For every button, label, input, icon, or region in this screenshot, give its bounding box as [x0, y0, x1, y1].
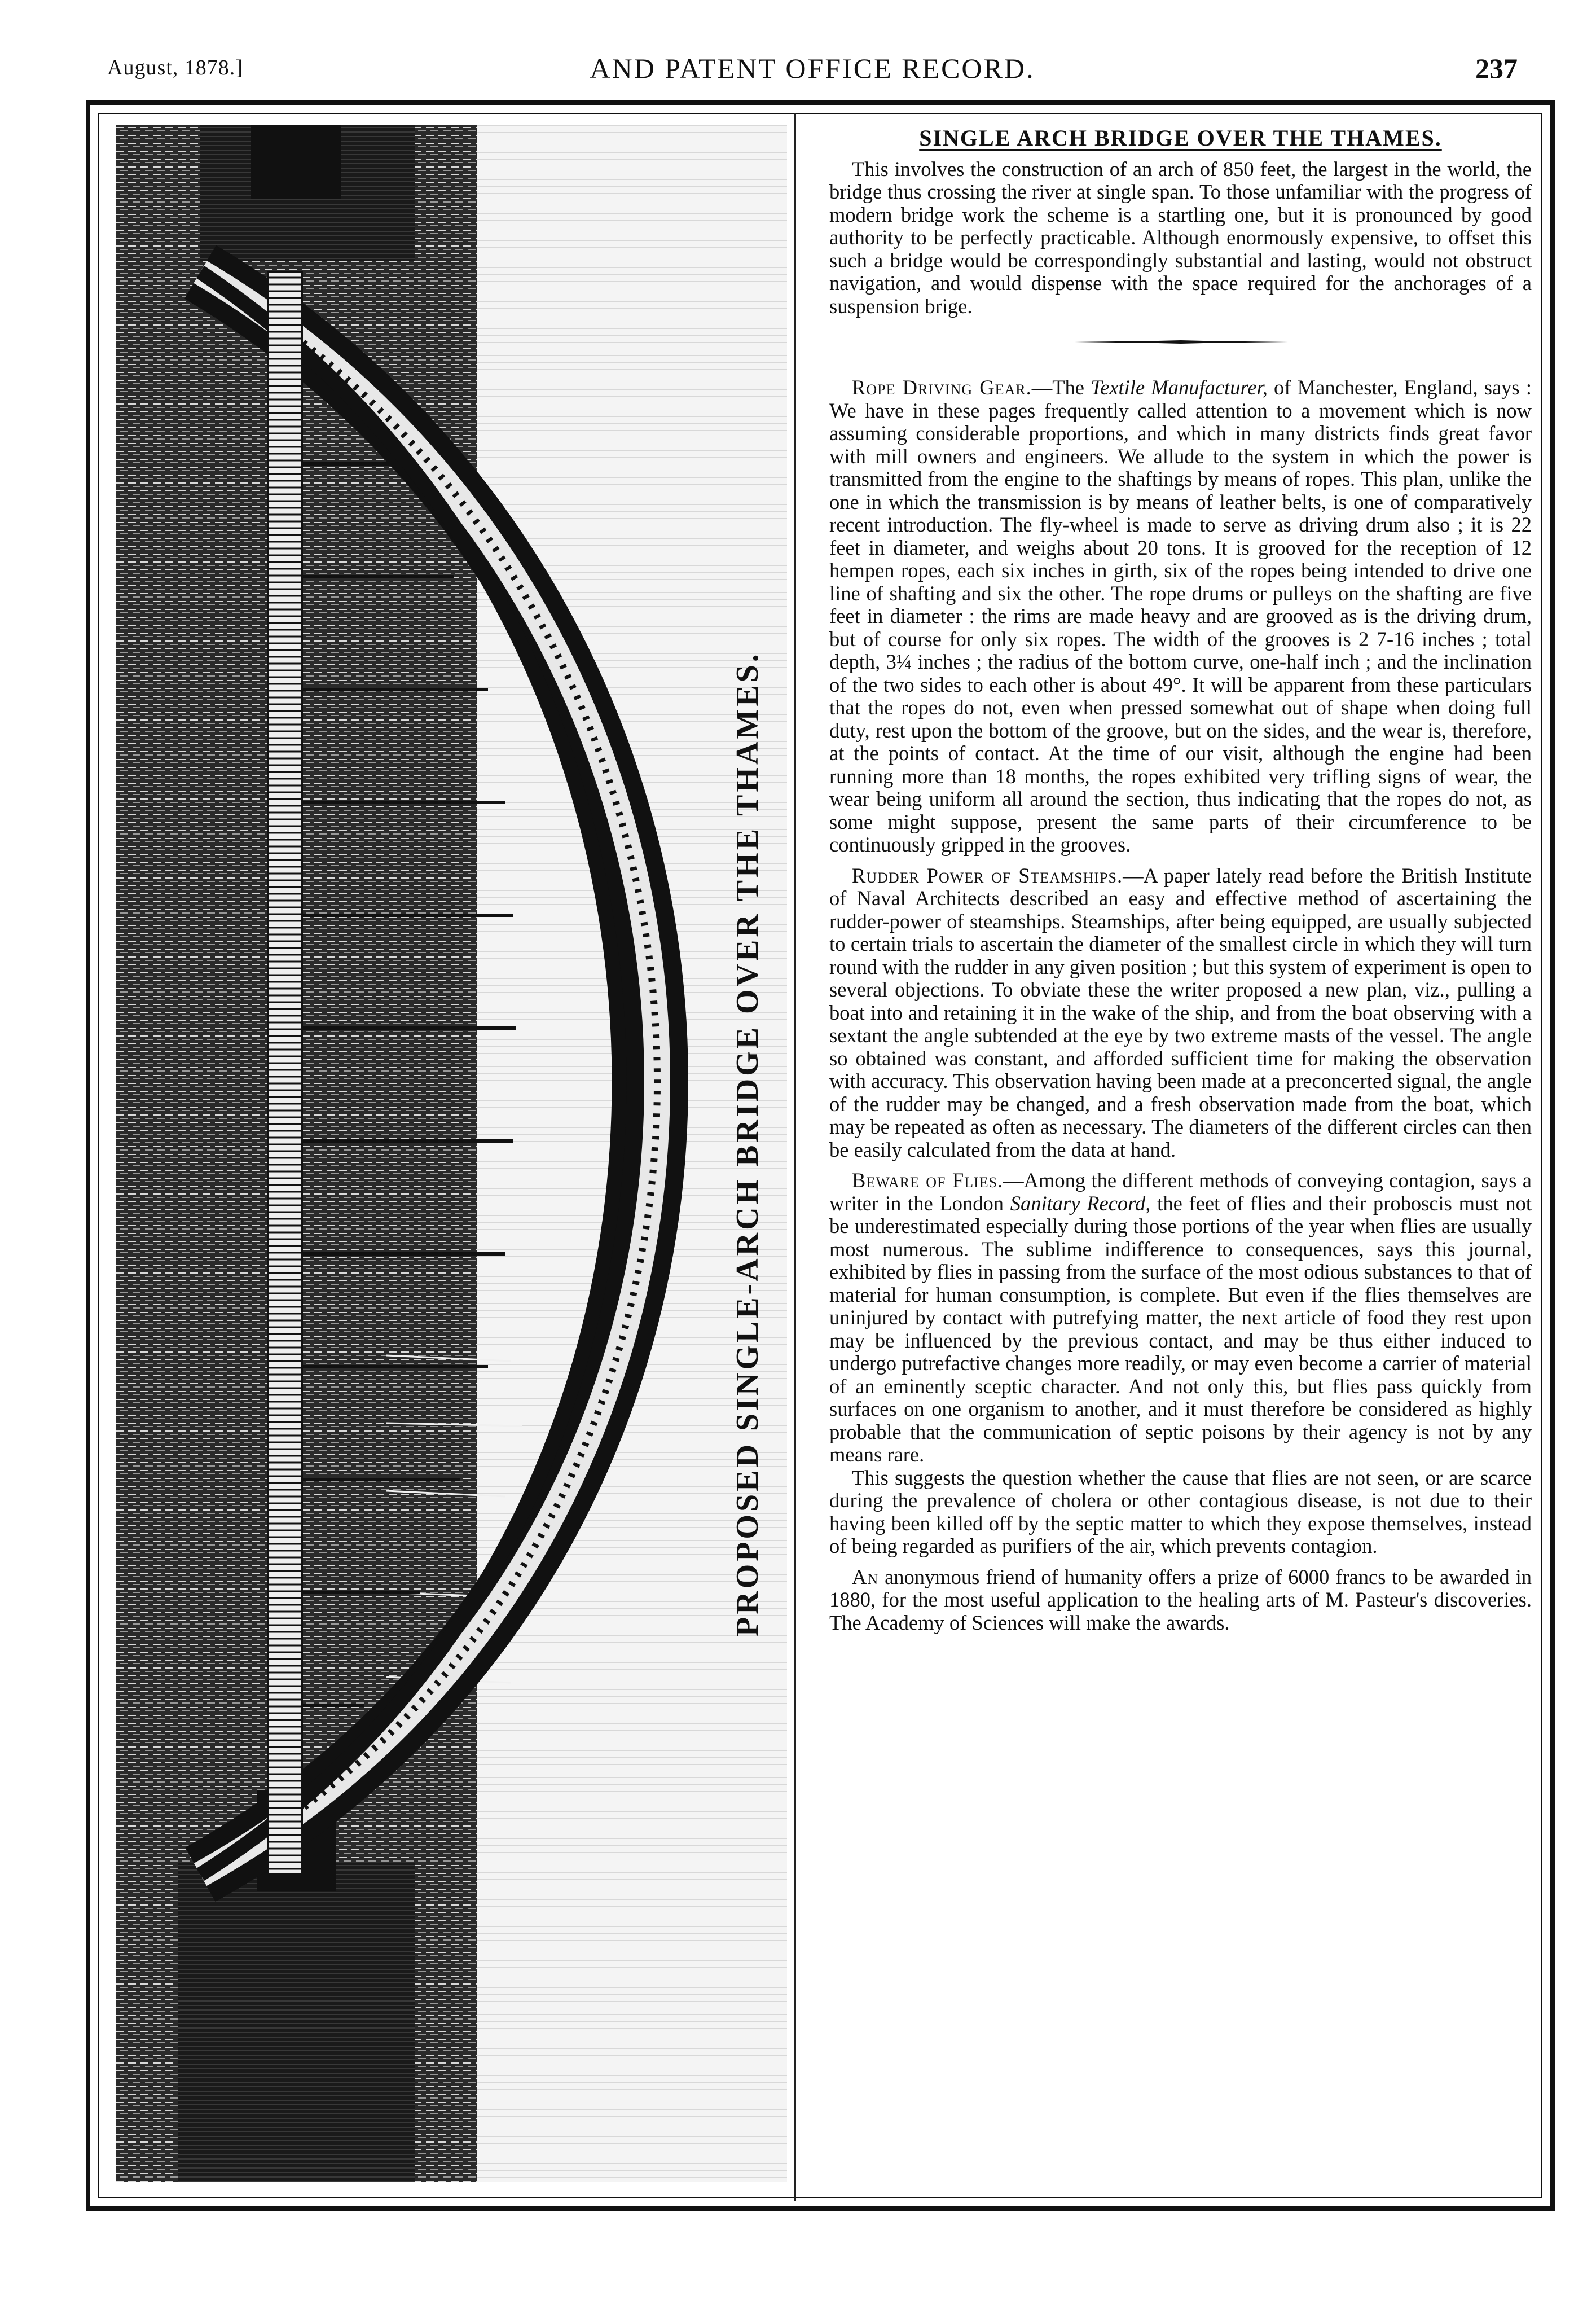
- rope-source: Textile Manufacturer,: [1091, 376, 1268, 399]
- rope-driving-article: Rope Driving Gear.—The Textile Manufacturer, of Manchester, England, says : We have in these pages frequently called attention to a movement which is now assuming considerable proportions, and which in many districts finds great favor with mill owners and engineers. We allude to the system in which the power is transmitted from the engine to the shaftings by means of ropes. This plan, unlike the one in which the transmission is by means of leather belts, is one of comparatively recent introduction. The fly-wheel is made to serve as driving drum also ; it is 22 feet in diameter, and weighs about 20 tons. It is grooved for the reception of 12 hempen ropes, each six inches in girth, six of the ropes being intended to drive one line of shafting and six the other. The rope drums or pulleys on the shafting are five feet in diameter : the rims are made heavy and are grooved as is the driving drum, but of course for only six ropes. The width of the grooves is 2 7-16 inches ; total depth, 3¼ inches ; the radius of the bottom curve, one-half inch ; and the inclination of the two sides to each other is about 49°. It will be apparent from these particulars that the ropes do not, even when pressed somewhat out of shape when doing full duty, rest upon the bottom of the groove, but on the sides, and the wear is, therefore, at the points of contact. At the time of our visit, although the engine had been running more than 18 months, the ropes exhibited very trifling signs of wear, the wear being uniform all around the section, thus indicating that the ropes do not, as some might suppose, present the same parts of their circumference to be continuously gripped in the grooves.: [829, 376, 1532, 856]
- page-number: 237: [1475, 52, 1518, 84]
- bridge-article: This involves the construction of an arch of 850 feet, the largest in the world, the bridge thus crossing the river at single span. To those unfamiliar with the progress of modern bridge work the scheme is a startling one, but it is pronounced by good authority to be perfectly practicable. Although enormously expensive, to offset this such a bridge would be correspondingly substantial and lasting, would not obstruct navigation, and would dispense with the space required for the anchorages of a suspension brige.: [829, 157, 1532, 318]
- publication-title: AND PATENT OFFICE RECORD.: [590, 52, 1035, 84]
- running-header: [107, 52, 1518, 91]
- flies-article: Beware of Flies.—Among the different methods of conveying contagion, says a writer in the London Sanitary Record, the feet of flies and their proboscis must not be underestimated especially during those portions of the year when flies are usually most numerous. The sublime indifference to consequences, says this journal, exhibited by flies in passing from the surface of the most odious substances to that of material for human consumption, is complete. But even if the flies themselves are uninjured by contact with putrefying matter, the next article of food they rest upon may be influenced by the previous contact, and may be thus either induced to undergo putrefactive changes more readily, or may even become a carrier of material of an eminently sceptic character. And not only this, but flies pass quickly from surfaces on one organism to another, and it must therefore be considered as highly probable that the communication of septic poisons by their agency is not by any means rare.: [829, 1169, 1532, 1466]
- illustration-caption: PROPOSED SINGLE-ARCH BRIDGE OVER THE THAMES.: [730, 651, 765, 1636]
- flies-article-continued: This suggests the question whether the cause that flies are not seen, or are scarce during the prevalence of cholera or other contagious disease, is not due to their having been killed off by the septic matter to which they expose themselves, instead of being regarded as purifiers of the air, which prevents contagion.: [829, 1465, 1532, 1557]
- illustration-caption-area: [705, 651, 790, 1636]
- bridge-engraving: [116, 125, 787, 2182]
- column-rule: [794, 113, 796, 2201]
- article-column: [829, 127, 1532, 1634]
- pasteur-prize-article: An anonymous friend of humanity offers a prize of 6000 francs to be awarded in 1880, for the most useful application to the healing arts of M. Pasteur's discoveries. The Academy of Sciences will make the awards.: [829, 1565, 1532, 1634]
- flies-lead: Beware of Flies.: [852, 1169, 1004, 1192]
- flies-source: Sanitary Record,: [1010, 1191, 1151, 1215]
- rudder-lead: Rudder Power of Steamships.: [852, 863, 1123, 887]
- rudder-power-article: Rudder Power of Steamships.—A paper lately read before the British Institute of Naval Architects described an easy and effective method of ascertaining the rudder-power of steamships. Steamships, after being equipped, are usually subjected to certain trials to ascertain the diameter of the smallest circle in which they will turn round with the rudder in any given position ; but this system of experiment is open to several objections. To obviate these the writer proposed a new plan, viz., pulling a boat into and retaining it in the wake of the ship, and from the boat observing with a sextant the angle subtended at the eye by two extreme masts of the vessel. The angle so obtained was constant, and afforded sufficient time for making the observation with accuracy. This observation having been made at a preconcerted signal, the angle of the rudder may be changed, and a fresh observation made from the boat, which may be repeated as often as necessary. The diameters of the different circles can then be easily calculated from the data at hand.: [829, 863, 1532, 1161]
- rope-lead: Rope Driving Gear.: [852, 376, 1032, 399]
- issue-date: August, 1878.]: [107, 56, 243, 80]
- section-divider: [1074, 340, 1288, 344]
- prize-lead: An: [852, 1565, 879, 1588]
- bridge-headline: SINGLE ARCH BRIDGE OVER THE THAMES.: [919, 125, 1442, 151]
